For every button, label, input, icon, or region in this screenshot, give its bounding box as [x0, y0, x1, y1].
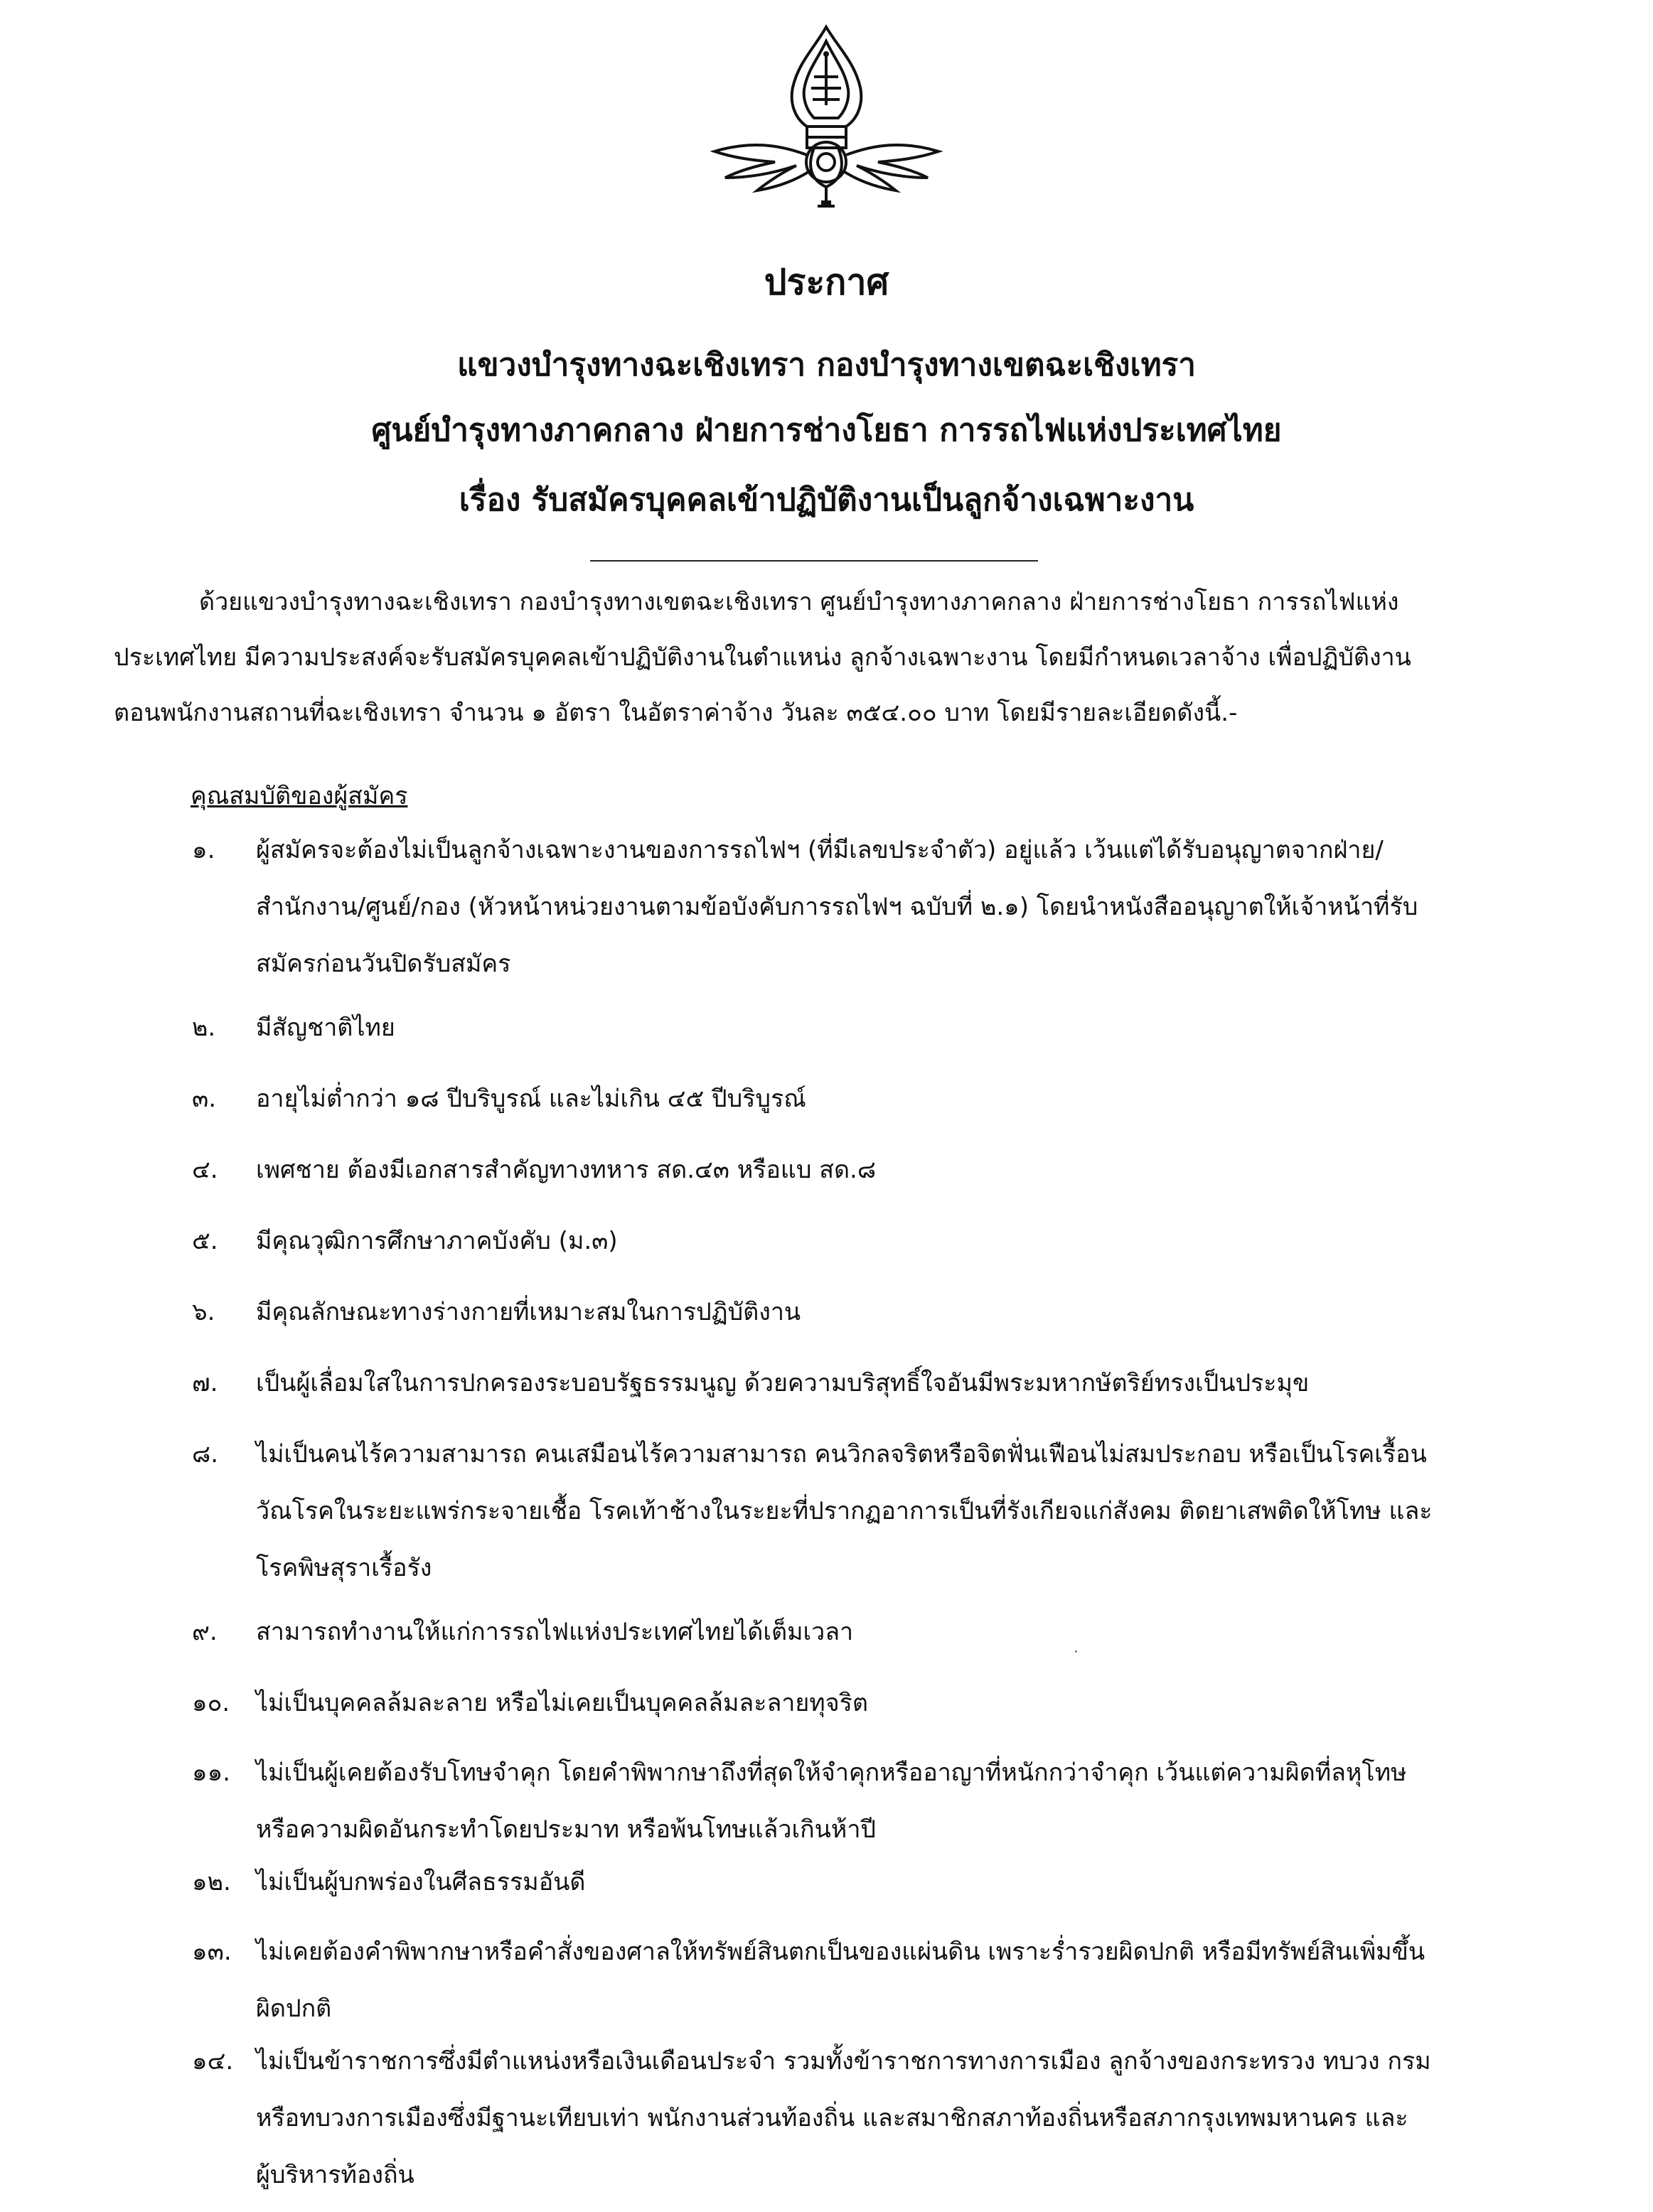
- qualification-number: ๑๐.: [192, 1689, 230, 1717]
- qualification-number: ๖.: [192, 1298, 215, 1326]
- qualification-item: [192, 1753, 1543, 1867]
- scan-speck: [1075, 1650, 1077, 1653]
- qualification-item: [192, 1862, 1543, 1919]
- qualification-number: ๓.: [192, 1085, 217, 1113]
- qualification-number: ๕.: [192, 1227, 218, 1255]
- qualification-number: ๑.: [192, 836, 215, 864]
- qualification-text-line: ไม่เคยต้องคำพิพากษาหรือคำสั่งของศาลให้ทรัพย์สินตกเป็นของแผ่นดิน เพราะร่ำรวยผิดปกติ หรือมีทรัพย์สินเพิ่มขึ้น: [256, 1938, 1425, 1966]
- intro-line-3: ตอนพนักงานสถานที่ฉะเชิงเทรา จำนวน ๑ อัตรา ในอัตราค่าจ้าง วันละ ๓๕๔.๐๐ บาท โดยมีรายละเอียดดังนี้.-: [114, 699, 1238, 727]
- qualification-number: ๑๓.: [192, 1938, 232, 1966]
- qualification-text-line: วัณโรคในระยะแพร่กระจายเชื้อ โรคเท้าช้างในระยะที่ปรากฏอาการเป็นที่รังเกียจแก่สังคม ติดยาเสพติดให้โทษ และ: [256, 1497, 1433, 1525]
- qualification-item: [192, 1079, 1543, 1136]
- qualification-text-line: อายุไม่ต่ำกว่า ๑๘ ปีบริบูรณ์ และไม่เกิน ๔๕ ปีบริบูรณ์: [256, 1085, 806, 1113]
- qualification-item: [192, 830, 1543, 1001]
- qualification-item: [192, 1434, 1543, 1605]
- qualification-text-line: เพศชาย ต้องมีเอกสารสำคัญทางทหาร สด.๔๓ หรือแบ สด.๘: [256, 1156, 877, 1184]
- qualification-text-line: ไม่เป็นผู้เคยต้องรับโทษจำคุก โดยคำพิพากษาถึงที่สุดให้จำคุกหรืออาญาที่หนักกว่าจำคุก เว้นแต่ความผิดที่ลหุโทษ: [256, 1759, 1407, 1787]
- qualification-number: ๔.: [192, 1156, 218, 1184]
- qualification-number: ๒.: [192, 1014, 216, 1042]
- qualification-number: ๑๒.: [192, 1868, 231, 1896]
- qualification-text-line: มีสัญชาติไทย: [256, 1014, 395, 1042]
- qualification-item: [192, 2041, 1543, 2212]
- qualification-text-line: ผิดปกติ: [256, 1994, 332, 2023]
- intro-line-2: ประเทศไทย มีความประสงค์จะรับสมัครบุคคลเข้าปฏิบัติงานในตำแหน่ง ลูกจ้างเฉพาะงาน โดยมีกำหนดเวลาจ้าง เพื่อปฏิบัติงาน: [114, 643, 1411, 672]
- qualification-number: ๗.: [192, 1369, 218, 1397]
- qualification-text-line: ผู้บริหารท้องถิ่น: [256, 2161, 414, 2189]
- qualification-item: [192, 1292, 1543, 1349]
- qualification-item: [192, 1008, 1543, 1065]
- qualification-item: [192, 1683, 1543, 1740]
- qualification-number: ๘.: [192, 1440, 219, 1469]
- announcement-subject: เรื่อง รับสมัครบุคคลเข้าปฏิบัติงานเป็นลูกจ้างเฉพาะงาน: [459, 482, 1194, 518]
- qualifications-heading: คุณสมบัติของผู้สมัคร: [191, 782, 408, 810]
- organization-line-2: ศูนย์บำรุงทางภาคกลาง ฝ่ายการช่างโยธา การรถไฟแห่งประเทศไทย: [371, 412, 1282, 449]
- state-railway-of-thailand-emblem-icon: [707, 20, 946, 212]
- qualification-text-line: มีคุณวุฒิการศึกษาภาคบังคับ (ม.๓): [256, 1227, 618, 1255]
- organization-line-1: แขวงบำรุงทางฉะเชิงเทรา กองบำรุงทางเขตฉะเชิงเทรา: [457, 347, 1196, 383]
- qualification-text-line: หรือความผิดอันกระทำโดยประมาท หรือพ้นโทษแล้วเกินห้าปี: [256, 1815, 877, 1844]
- qualification-item: [192, 1150, 1543, 1207]
- qualification-number: ๙.: [192, 1618, 218, 1646]
- qualification-text-line: เป็นผู้เลื่อมใสในการปกครองระบอบรัฐธรรมนูญ ด้วยความบริสุทธิ์ใจอันมีพระมหากษัตริย์ทรงเป็นประมุข: [256, 1369, 1310, 1397]
- qualification-text-line: หรือทบวงการเมืองซึ่งมีฐานะเทียบเท่า พนักงานส่วนท้องถิ่น และสมาชิกสภาท้องถิ่นหรือสภากรุงเทพมหานคร และ: [256, 2104, 1408, 2132]
- qualification-number: ๑๑.: [192, 1759, 230, 1787]
- qualification-text-line: ผู้สมัครจะต้องไม่เป็นลูกจ้างเฉพาะงานของการรถไฟฯ (ที่มีเลขประจำตัว) อยู่แล้ว เว้นแต่ได้รับอนุญาตจากฝ่าย/: [256, 836, 1384, 864]
- qualification-item: [192, 1363, 1543, 1420]
- qualification-text-line: ไม่เป็นคนไร้ความสามารถ คนเสมือนไร้ความสามารถ คนวิกลจริตหรือจิตฟั่นเฟือนไม่สมประกอบ หรือเป็นโรคเรื้อน: [256, 1440, 1427, 1469]
- qualification-item: [192, 1612, 1543, 1669]
- qualification-item: [192, 1221, 1543, 1278]
- qualification-text-line: ไม่เป็นข้าราชการซึ่งมีตำแหน่งหรือเงินเดือนประจำ รวมทั้งข้าราชการทางการเมือง ลูกจ้างของกระทรวง ทบวง กรม: [256, 2047, 1431, 2076]
- qualification-text-line: ไม่เป็นบุคคลล้มละลาย หรือไม่เคยเป็นบุคคลล้มละลายทุจริต: [256, 1689, 868, 1717]
- qualification-text-line: สมัครก่อนวันปิดรับสมัคร: [256, 950, 511, 978]
- qualification-text-line: โรคพิษสุราเรื้อรัง: [256, 1554, 432, 1582]
- qualification-text-line: สามารถทำงานให้แก่การรถไฟแห่งประเทศไทยได้เต็มเวลา: [256, 1618, 854, 1646]
- divider-line: [590, 560, 1038, 562]
- qualification-text-line: สำนักงาน/ศูนย์/กอง (หัวหน้าหน่วยงานตามข้อบังคับการรถไฟฯ ฉบับที่ ๒.๑) โดยนำหนังสืออนุญาตให้เจ้าหน้าที่รับ: [256, 893, 1418, 921]
- qualification-text-line: ไม่เป็นผู้บกพร่องในศีลธรรมอันดี: [256, 1868, 586, 1896]
- qualification-text-line: มีคุณลักษณะทางร่างกายที่เหมาะสมในการปฏิบัติงาน: [256, 1298, 801, 1326]
- intro-line-1: ด้วยแขวงบำรุงทางฉะเชิงเทรา กองบำรุงทางเขตฉะเชิงเทรา ศูนย์บำรุงทางภาคกลาง ฝ่ายการช่างโยธา การรถไฟแห่ง: [199, 588, 1399, 616]
- qualification-number: ๑๔.: [192, 2047, 234, 2076]
- announcement-title: ประกาศ: [764, 262, 889, 303]
- qualification-item: [192, 1932, 1543, 2046]
